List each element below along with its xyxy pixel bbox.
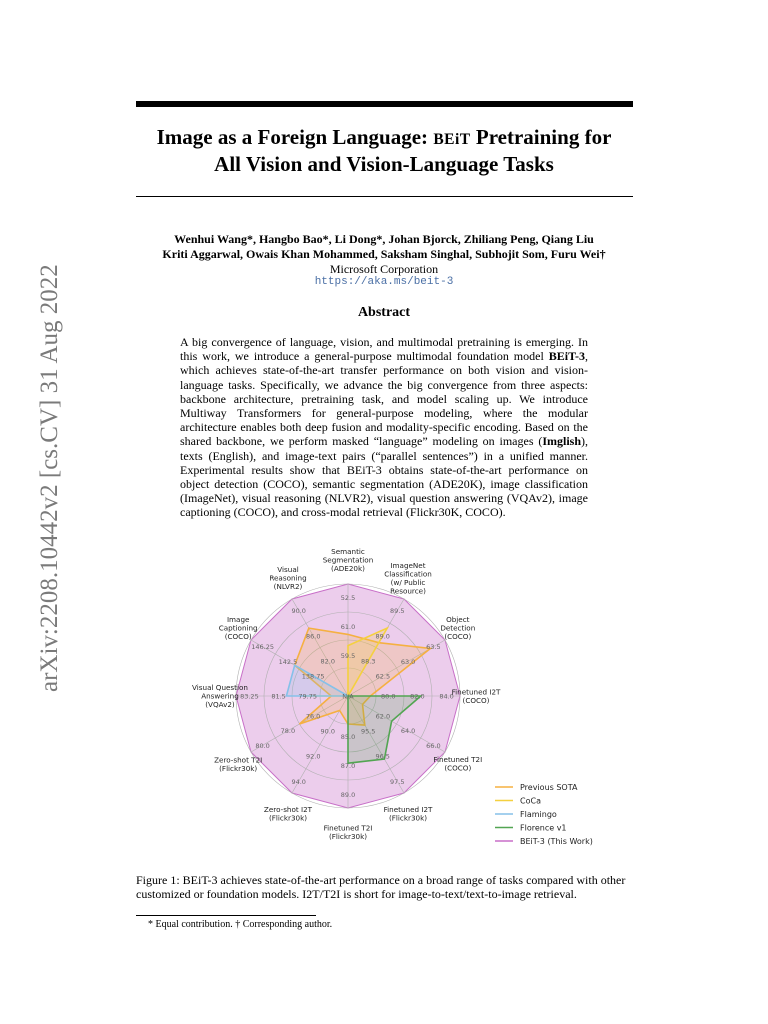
tick-label: 84.0 (439, 692, 454, 701)
tick-label: 88.3 (360, 657, 376, 666)
axis-label: Semantic (331, 547, 365, 556)
center-label: N/A (342, 692, 354, 701)
axis-label: Resource) (390, 586, 426, 596)
authors-line-1: Wenhui Wang*, Hangbo Bao*, Li Dong*, Johan Bjorck, Zhiliang Peng, Qiang Liu (174, 232, 594, 246)
tick-label: 59.5 (340, 652, 356, 661)
axis-label: ImageNet (390, 561, 426, 570)
abstract-part-1: A big convergence of language, vision, and multimodal pretraining is emerging. In this work, we introduce a general-purpose multimodal foundation model (180, 335, 588, 364)
tick-label: 95.5 (360, 727, 376, 736)
tick-label: 52.5 (340, 593, 356, 602)
axis-label: Segmentation (322, 555, 374, 565)
legend-label: Previous SOTA (520, 783, 578, 792)
axis-label: Finetuned T2I (323, 823, 373, 833)
axis-label: Reasoning (269, 573, 307, 583)
axis-label: (NLVR2) (273, 582, 303, 592)
axis-label: Classification (384, 569, 432, 579)
arxiv-identifier: arXiv:2208.10442v2 [cs.CV] 31 Aug 2022 (36, 264, 63, 692)
axis-label: Answering (201, 691, 239, 701)
tick-label: 90.0 (320, 727, 336, 736)
axis-label: Detection (440, 623, 476, 633)
title-prefix: Image as a Foreign Language: (156, 125, 434, 149)
tick-label: 61.0 (340, 623, 356, 632)
tick-label: 62.5 (375, 672, 391, 681)
footnote-rule (136, 915, 316, 916)
axis-label: Finetuned I2T (451, 687, 501, 697)
abstract-part-2: , which achieves state-of-the-art transfer performance on both vision and vision-language tasks. Specifically, we advance the big convergence from three aspects: backbone architecture, pretraining task, and model scaling up. We introduce Multiway Transformers for general-purpose modeling, where the modular architecture enables both deep fusion and modality-specific encoding. Based on the shared backbone, we perform masked “language” modeling on images ( (180, 349, 588, 449)
figure-caption: Figure 1: BEiT-3 achieves state-of-the-art performance on a broad range of tasks compared with other customized or foundation models. I2T/T2I is short for image-to-text/text-to-image retrieval. (136, 873, 626, 901)
axis-label: (VQAv2) (205, 700, 235, 709)
tick-label: 90.0 (291, 607, 306, 616)
axis-label: Finetuned I2T (383, 805, 433, 814)
tick-label: 146.25 (251, 643, 274, 652)
project-url[interactable]: https://aka.ms/beit-3 (314, 276, 454, 288)
axis-label: (COCO) (444, 632, 472, 641)
tick-label: 86.0 (306, 632, 321, 641)
tick-label: 63.0 (400, 657, 416, 666)
abstract-imglish: Imglish (542, 434, 581, 449)
axis-label: Zero-shot I2T (263, 805, 313, 814)
tick-label: 87.0 (340, 761, 356, 770)
axis-label: Visual Question (192, 683, 248, 692)
tick-label: 85.0 (340, 732, 356, 741)
legend-label: BEiT-3 (This Work) (520, 837, 593, 846)
axis-label: Finetuned T2I (433, 755, 483, 765)
tick-label: 89.5 (390, 607, 405, 616)
axis-label: (COCO) (224, 632, 252, 641)
abstract-text (180, 335, 588, 520)
axis-label: (Flickr30k) (268, 813, 308, 823)
tick-label: 62.0 (375, 712, 391, 721)
axis-label: (Flickr30k) (388, 813, 428, 823)
tick-label: 142.5 (278, 657, 298, 666)
tick-label: 92.0 (306, 752, 321, 761)
affiliation: Microsoft Corporation (329, 262, 439, 276)
axis-label: (ADE20k) (331, 564, 365, 573)
title-suffix: Pretraining for (470, 125, 612, 149)
tick-label: 80.0 (255, 741, 270, 750)
tick-label: 78.0 (280, 727, 296, 736)
paper-title-line-2: All Vision and Vision-Language Tasks (214, 152, 554, 176)
tick-label: 138.75 (301, 672, 325, 681)
axis-label: (w/ Public (390, 578, 426, 587)
tick-label: 82.0 (410, 692, 425, 701)
tick-label: 82.0 (320, 657, 336, 666)
tick-label: 81.5 (271, 692, 286, 701)
tick-label: 66.0 (426, 741, 441, 750)
axis-label: Zero-shot T2I (214, 755, 263, 765)
axis-label: (COCO) (462, 695, 490, 705)
axis-label: (Flickr30k) (328, 831, 368, 841)
title-top-rule (136, 101, 633, 107)
radar-chart (155, 530, 615, 865)
axis-label: Object (446, 615, 470, 624)
axis-label: (Flickr30k) (219, 763, 258, 773)
tick-label: 96.5 (375, 752, 390, 761)
axis-label: Captioning (218, 623, 258, 633)
legend-label: Florence v1 (520, 823, 567, 833)
title-bottom-rule (136, 196, 633, 197)
abstract-part-3: ), texts (English), and image-text pairs (“parallel sentences”) in a unified manner. Experimental results show that BEiT-3 obtains state-of-the-art performance on object detection (COCO), semantic segmentation (ADE20K), image classification (ImageNet), visual reasoning (NLVR2), visual question answering (VQAv2), image captioning (COCO), and cross-modal retrieval (Flickr30K, COCO). (180, 434, 588, 520)
title-brand: BEiT (433, 131, 471, 148)
legend-label: CoCa (520, 796, 541, 806)
tick-label: 94.0 (291, 777, 306, 786)
abstract-model-name: BEiT-3 (548, 349, 585, 364)
legend-label: Flamingo (520, 810, 557, 819)
axis-label: Image (226, 615, 250, 624)
tick-label: 89.0 (375, 632, 390, 641)
tick-label: 64.0 (400, 727, 416, 736)
axis-label: (COCO) (444, 763, 472, 773)
tick-label: 89.0 (340, 791, 356, 800)
axis-label: Visual (277, 565, 299, 575)
tick-label: 80.0 (381, 692, 396, 701)
tick-label: 79.75 (298, 692, 318, 701)
footnote: * Equal contribution. † Corresponding author. (148, 919, 333, 930)
authors-line-2: Kriti Aggarwal, Owais Khan Mohammed, Saksham Singhal, Subhojit Som, Furu Wei† (162, 247, 606, 261)
paper-title-line-1 (110, 124, 658, 153)
tick-label: 63.5 (426, 643, 441, 652)
tick-label: 83.25 (240, 692, 259, 701)
abstract-heading: Abstract (357, 305, 411, 320)
tick-label: 97.5 (390, 777, 405, 786)
tick-label: 76.0 (305, 712, 321, 721)
